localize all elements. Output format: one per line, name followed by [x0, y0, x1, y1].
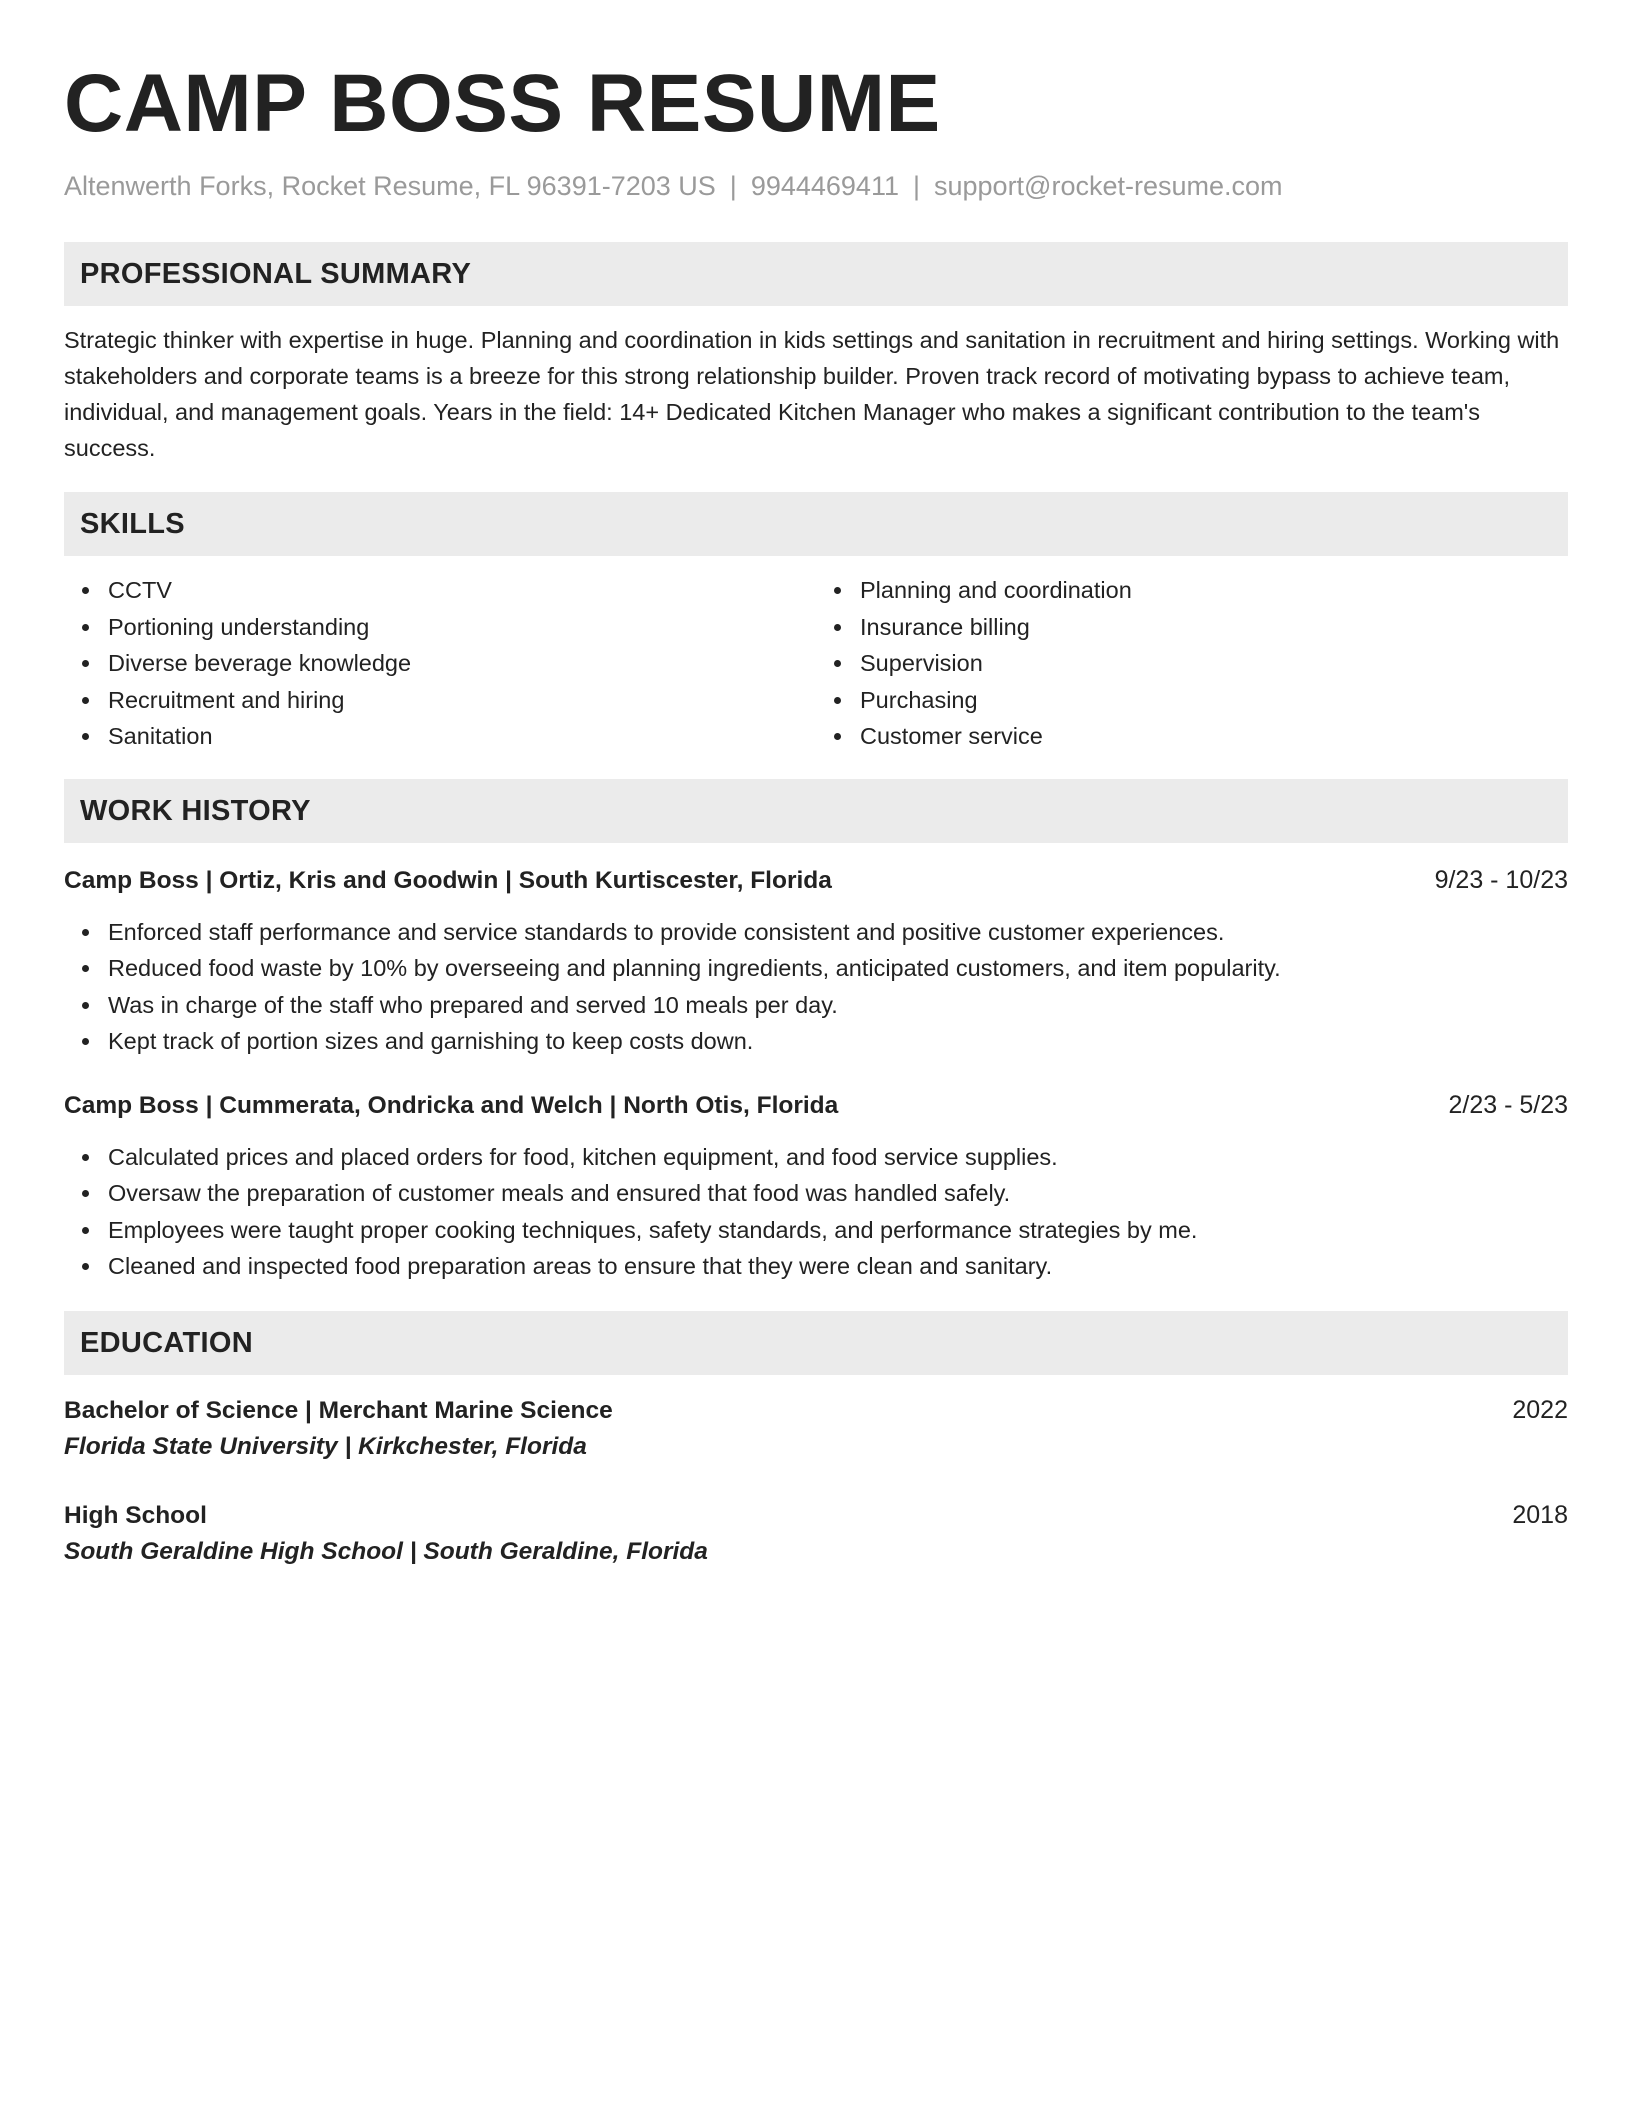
section-heading-skills: SKILLS	[64, 492, 1568, 556]
job-bullet: Cleaned and inspected food preparation areas to ensure that they were clean and sanitary.	[108, 1248, 1568, 1285]
skill-item: Insurance billing	[860, 609, 1568, 646]
job-bullet: Enforced staff performance and service standards to provide consistent and positive customer experiences.	[108, 914, 1568, 951]
education-entry	[64, 1498, 1568, 1571]
education-year: 2022	[1512, 1395, 1568, 1424]
resume-page	[64, 52, 1568, 1571]
job-bullet: Calculated prices and placed orders for food, kitchen equipment, and food service supplies.	[108, 1139, 1568, 1176]
skill-item: Supervision	[860, 645, 1568, 682]
education-school: Florida State University | Kirkchester, Florida	[64, 1432, 587, 1460]
resume-title: CAMP BOSS RESUME	[64, 58, 941, 149]
skill-item: Sanitation	[108, 718, 816, 755]
skills-list	[64, 572, 1568, 755]
job-dates: 2/23 - 5/23	[1448, 1090, 1568, 1119]
job-bullet: Was in charge of the staff who prepared and served 10 meals per day.	[108, 987, 1568, 1024]
job-title: Camp Boss | Cummerata, Ondricka and Welch | North Otis, Florida	[64, 1091, 839, 1119]
skill-item: CCTV	[108, 572, 816, 609]
job-header	[64, 1088, 1568, 1123]
education-header	[64, 1393, 1568, 1428]
skills-column-left	[64, 572, 816, 755]
skill-item: Recruitment and hiring	[108, 682, 816, 719]
job-bullet: Reduced food waste by 10% by overseeing and planning ingredients, anticipated customers, and item popularity.	[108, 950, 1568, 987]
education-year: 2018	[1512, 1500, 1568, 1529]
section-heading-education: EDUCATION	[64, 1311, 1568, 1375]
contact-email: support@rocket-resume.com	[934, 171, 1283, 201]
contact-address: Altenwerth Forks, Rocket Resume, FL 96391-7203 US	[64, 171, 716, 201]
contact-separator: |	[912, 171, 920, 201]
contact-phone: 9944469411	[750, 171, 899, 201]
education-degree: Bachelor of Science | Merchant Marine Science	[64, 1396, 613, 1424]
job-bullet: Employees were taught proper cooking techniques, safety standards, and performance strategies by me.	[108, 1212, 1568, 1249]
contact-separator: |	[729, 171, 737, 201]
skill-item: Portioning understanding	[108, 609, 816, 646]
education-entry	[64, 1393, 1568, 1466]
job-entry	[64, 1088, 1568, 1285]
job-bullet: Oversaw the preparation of customer meals and ensured that food was handled safely.	[108, 1175, 1568, 1212]
job-entry	[64, 863, 1568, 1060]
skills-column-right	[816, 572, 1568, 755]
job-dates: 9/23 - 10/23	[1434, 865, 1568, 894]
education-school: South Geraldine High School | South Geraldine, Florida	[64, 1537, 708, 1565]
education-degree: High School	[64, 1501, 207, 1529]
job-bullet: Kept track of portion sizes and garnishing to keep costs down.	[108, 1023, 1568, 1060]
skill-item: Customer service	[860, 718, 1568, 755]
skill-item: Diverse beverage knowledge	[108, 645, 816, 682]
contact-line	[64, 168, 1568, 204]
job-header	[64, 863, 1568, 898]
skill-item: Purchasing	[860, 682, 1568, 719]
education-header	[64, 1498, 1568, 1533]
section-heading-work-history: WORK HISTORY	[64, 779, 1568, 843]
summary-text: Strategic thinker with expertise in huge. Planning and coordination in kids settings and sanitation in recruitment and hiring settings. Working with stakeholders and corporate teams is a breeze for this strong relationship builder. Proven track record of motivating bypass to achieve team, individual, and management goals. Years in the field: 14+ Dedicated Kitchen Manager who makes a significant contribution to the team's success.	[64, 327, 1560, 461]
job-bullets	[64, 1139, 1568, 1285]
job-bullets	[64, 914, 1568, 1060]
skill-item: Planning and coordination	[860, 572, 1568, 609]
job-title: Camp Boss | Ortiz, Kris and Goodwin | South Kurtiscester, Florida	[64, 866, 832, 894]
section-heading-summary: PROFESSIONAL SUMMARY	[64, 242, 1568, 306]
